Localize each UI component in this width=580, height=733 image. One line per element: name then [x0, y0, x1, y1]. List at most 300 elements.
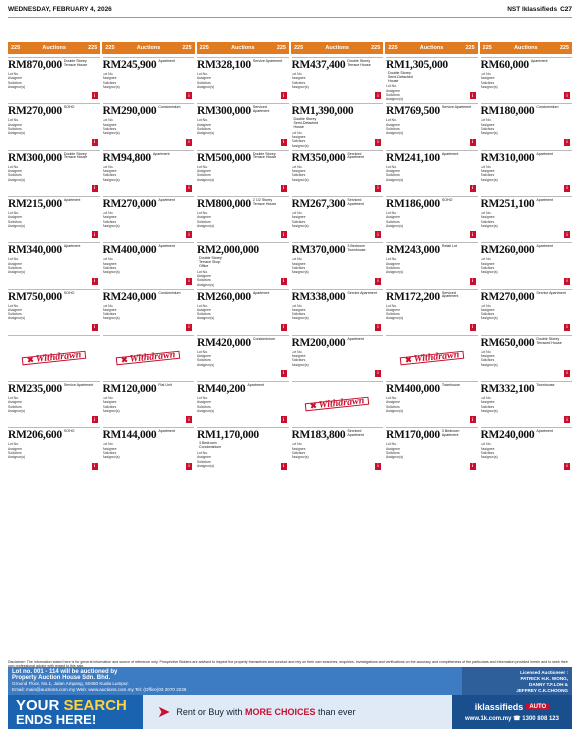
listing-card[interactable]: [8, 242, 100, 286]
info-icon[interactable]: i: [564, 139, 570, 146]
field-label: Lot No.: [102, 442, 114, 447]
listing-card[interactable]: [386, 103, 478, 147]
info-icon[interactable]: i: [186, 463, 192, 470]
info-icon[interactable]: i: [470, 139, 476, 146]
property-type: Apartment: [158, 59, 175, 63]
field-label: Lot No.: [197, 451, 208, 456]
listing-card[interactable]: [103, 242, 195, 286]
info-icon[interactable]: i: [375, 463, 381, 470]
field-label: Solicitors: [386, 451, 400, 456]
listing-card[interactable]: [8, 196, 100, 240]
field-label: Solicitors: [291, 358, 306, 363]
listing-card[interactable]: [386, 381, 478, 425]
property-type: 3 Bedroom Townhouse: [347, 244, 366, 253]
info-icon[interactable]: i: [92, 324, 98, 331]
info-icon[interactable]: i: [92, 231, 98, 238]
ad-ends-here: ENDS HERE!: [16, 711, 97, 727]
disclaimer: Disclaimer: The information stated here is for general information and source of reference only. Prospective Bidders are advised to inspect the property themselves and conduct and rely on their own searches, enquiries, investigations and verifications on the accuracy and completeness of the particulars and information provided herein and to seek their: [8, 660, 568, 664]
ad-your: YOUR: [16, 696, 60, 714]
field-label: Solicitors: [480, 219, 495, 224]
property-type: Flat Unit: [158, 383, 172, 388]
field-label: Assignor(s): [386, 97, 404, 102]
listing-card[interactable]: [197, 196, 289, 240]
field-label: Solicitors: [102, 451, 117, 456]
field-label: Lot No.: [8, 210, 19, 215]
field-label: Lot No.: [386, 164, 397, 169]
listing-price: RM270,000: [102, 197, 157, 210]
field-label: Assignee: [8, 400, 22, 405]
listing-card[interactable]: [8, 103, 100, 147]
listing-card[interactable]: [386, 427, 478, 471]
footer-line1: Lot no. 001 - 114 will be auctioned by: [12, 669, 118, 675]
listing-price: RM240,000: [480, 429, 535, 442]
property-type: SOHO: [63, 290, 75, 295]
property-type: Apartment: [158, 429, 175, 434]
auctioneer-name: JEFFREY C.K.CHOONG: [516, 688, 568, 693]
listing-card[interactable]: [292, 57, 384, 101]
field-label: Solicitors: [480, 404, 495, 409]
field-label: Assignee: [480, 354, 495, 359]
listing-card[interactable]: [8, 150, 100, 194]
listing-price: RM328,100: [197, 59, 251, 71]
field-label: Assignor(s): [386, 177, 404, 182]
field-label: Lot No.: [197, 269, 208, 274]
info-icon[interactable]: i: [92, 92, 98, 99]
field-label: Assignee: [8, 122, 22, 127]
field-label: Assignor(s): [197, 463, 215, 468]
info-icon[interactable]: i: [375, 278, 381, 285]
field-label: Assignee: [480, 168, 495, 173]
info-icon[interactable]: i: [92, 278, 98, 285]
info-icon[interactable]: i: [375, 324, 381, 331]
ad-msg-c: than ever: [317, 707, 356, 717]
info-icon[interactable]: i: [470, 324, 476, 331]
info-icon[interactable]: i: [186, 324, 192, 331]
field-label: Solicitors: [102, 312, 117, 317]
field-label: Assignor(s): [197, 409, 215, 414]
field-label: Assignor(s): [8, 455, 26, 460]
field-label: Assignor(s): [480, 270, 498, 275]
field-label: Lot No.: [102, 210, 114, 215]
auction-tab: [197, 42, 289, 54]
property-type: Apartment: [347, 336, 364, 341]
listing-price: RM251,100: [480, 197, 535, 210]
tab-number: 225: [11, 45, 21, 51]
property-type: 2 1/2 Storey Terrace House: [252, 197, 277, 206]
property-type: Apartment: [247, 383, 264, 388]
field-label: Lot No.: [8, 118, 19, 123]
withdrawn-stamp: [116, 350, 181, 365]
property-type: Serviced Apartment: [347, 151, 364, 160]
listing-price: RM500,000: [197, 151, 251, 164]
withdrawn-stamp: [399, 350, 464, 365]
info-icon[interactable]: i: [186, 416, 192, 423]
listing-card[interactable]: [292, 381, 384, 425]
listing-card[interactable]: [103, 196, 195, 240]
field-label: Solicitors: [480, 265, 495, 270]
info-icon[interactable]: i: [281, 139, 287, 146]
field-label: Assignor(s): [197, 131, 215, 136]
listing-price: RM1,305,000: [386, 59, 448, 71]
arrow-icon: ➤: [157, 704, 171, 721]
info-icon[interactable]: i: [564, 370, 570, 377]
info-icon[interactable]: i: [186, 92, 192, 99]
field-label: Solicitors: [480, 312, 495, 317]
field-label: Lot No.: [480, 118, 492, 123]
field-label: Solicitors: [8, 219, 22, 224]
listing-card[interactable]: [197, 150, 289, 194]
field-label: Solicitors: [8, 173, 22, 178]
listing-card[interactable]: [292, 335, 384, 379]
field-label: Assignee: [197, 215, 211, 220]
tab-label: Auctions: [42, 45, 66, 51]
info-icon[interactable]: i: [564, 231, 570, 238]
info-icon[interactable]: i: [281, 92, 287, 99]
field-label: Assignor(s): [480, 84, 498, 89]
field-label: Solicitors: [197, 126, 211, 131]
info-icon[interactable]: i: [92, 185, 98, 192]
auction-tab: [480, 42, 572, 54]
info-icon[interactable]: i: [564, 416, 570, 423]
field-label: Solicitors: [386, 92, 400, 97]
property-type: Condominium: [158, 105, 181, 110]
info-icon[interactable]: i: [375, 231, 381, 238]
field-label: Solicitors: [102, 80, 117, 85]
info-icon[interactable]: i: [564, 463, 570, 470]
listing-price: RM172,200: [386, 290, 440, 303]
field-label: Solicitors: [8, 312, 22, 317]
listing-card[interactable]: [197, 289, 289, 333]
listing-card[interactable]: [481, 196, 573, 240]
info-icon[interactable]: i: [281, 463, 287, 470]
listing-card[interactable]: [386, 335, 478, 379]
field-label: Lot No.: [480, 396, 492, 401]
listing-card[interactable]: [481, 381, 573, 425]
listing-card[interactable]: [103, 289, 195, 333]
listing-price: RM240,000: [102, 290, 157, 303]
listing-card[interactable]: [292, 242, 384, 286]
info-icon[interactable]: i: [470, 278, 476, 285]
field-label: Assignee: [197, 122, 211, 127]
field-label: Assignor(s): [197, 177, 215, 182]
cross-icon: ✖: [404, 355, 412, 365]
listing-card[interactable]: [481, 103, 573, 147]
field-label: Solicitors: [386, 312, 400, 317]
listing-card[interactable]: [8, 381, 100, 425]
field-label: Lot No.: [291, 210, 303, 215]
listing-card[interactable]: [8, 289, 100, 333]
field-label: Assignee: [291, 307, 306, 312]
field-label: Assignor(s): [291, 455, 309, 460]
field-label: Assignor(s): [197, 282, 215, 287]
withdrawn-label: Withdrawn: [318, 395, 365, 412]
info-icon[interactable]: i: [281, 416, 287, 423]
property-type: Apartment: [441, 151, 459, 156]
listing-card[interactable]: [292, 196, 384, 240]
listing-card[interactable]: [386, 196, 478, 240]
field-label: Assignor(s): [386, 316, 404, 321]
field-label: Assignee: [480, 400, 495, 405]
listing-card[interactable]: [481, 427, 573, 471]
listing-card[interactable]: [103, 103, 195, 147]
info-icon[interactable]: i: [281, 324, 287, 331]
field-label: Lot No.: [386, 396, 397, 401]
field-label: Lot No.: [197, 303, 208, 308]
tab-number: 225: [482, 45, 492, 51]
property-type: Apartment: [530, 59, 548, 63]
field-label: Assignor(s): [480, 131, 498, 136]
listing-card[interactable]: [197, 57, 289, 101]
listing-card[interactable]: [197, 103, 289, 147]
info-icon[interactable]: i: [564, 185, 570, 192]
listing-card[interactable]: [292, 289, 384, 333]
field-label: Assignee: [197, 307, 211, 312]
listing-card[interactable]: [103, 427, 195, 471]
listing-price: RM270,000: [8, 105, 62, 118]
field-label: Assignor(s): [197, 362, 215, 367]
auctioneer-name: DANNY T.F.LOH &: [529, 682, 568, 687]
cross-icon: ✖: [309, 401, 318, 411]
property-type: Service Apartment: [347, 290, 377, 295]
info-icon[interactable]: i: [281, 185, 287, 192]
auction-tab: [385, 42, 477, 54]
field-label: Solicitors: [197, 80, 211, 85]
brand-name: NST Iklassifieds: [507, 6, 558, 13]
category-tabs: [8, 42, 572, 54]
field-label: Lot No.: [386, 257, 397, 262]
info-icon[interactable]: i: [470, 463, 476, 470]
info-icon[interactable]: i: [281, 231, 287, 238]
info-icon[interactable]: i: [564, 92, 570, 99]
info-icon[interactable]: i: [186, 185, 192, 192]
property-type: Serviced Apartment: [347, 197, 364, 206]
promo-banner[interactable]: [8, 695, 572, 729]
field-label: Lot No.: [386, 210, 397, 215]
ad-contact[interactable]: www.1k.com.my ☎ 1300 808 123: [465, 716, 559, 722]
listing-price: RM332,100: [480, 383, 535, 396]
field-label: Assignee: [291, 76, 306, 81]
tab-label: Auctions: [136, 45, 161, 51]
info-icon[interactable]: i: [92, 463, 98, 470]
info-icon[interactable]: i: [92, 416, 98, 423]
info-icon[interactable]: i: [281, 370, 287, 377]
field-label: Lot No.: [291, 164, 303, 169]
listing-price: RM290,000: [102, 105, 157, 118]
listing-card[interactable]: [481, 289, 573, 333]
field-label: Lot No.: [480, 303, 492, 308]
property-type: Apartment: [536, 197, 553, 202]
field-label: Solicitors: [8, 451, 22, 456]
listing-card[interactable]: [197, 242, 289, 286]
listing-price: RM310,000: [480, 151, 535, 164]
listing-card[interactable]: [386, 150, 478, 194]
field-label: Solicitors: [102, 404, 117, 409]
field-label: Assignee: [480, 307, 495, 312]
field-label: Assignee: [480, 215, 495, 220]
field-label: Assignee: [386, 215, 400, 220]
listing-card[interactable]: [103, 381, 195, 425]
field-label: Solicitors: [197, 459, 211, 464]
field-label: Lot No.: [8, 72, 19, 76]
listing-price: RM235,000: [8, 383, 62, 396]
field-label: Assignee: [291, 354, 306, 359]
field-label: Lot No.: [291, 442, 303, 447]
listing-price: RM800,000: [197, 197, 251, 210]
field-label: Assignee: [386, 168, 400, 173]
field-label: Assignor(s): [102, 131, 120, 136]
field-label: Solicitors: [291, 312, 306, 317]
field-label: Lot No.: [8, 257, 19, 262]
property-type: Apartment: [158, 197, 175, 202]
listing-card[interactable]: [386, 242, 478, 286]
listing-card[interactable]: [103, 335, 195, 379]
field-label: Assignee: [102, 261, 117, 266]
field-label: Lot No.: [291, 130, 303, 135]
field-label: Solicitors: [291, 265, 306, 270]
listing-card[interactable]: [481, 150, 573, 194]
field-label: Solicitors: [102, 126, 117, 131]
field-label: Assignee: [8, 76, 22, 81]
field-label: Assignor(s): [102, 316, 120, 321]
info-icon[interactable]: i: [564, 324, 570, 331]
info-icon[interactable]: i: [281, 278, 287, 285]
info-icon[interactable]: i: [564, 278, 570, 285]
property-type: SOHO: [441, 197, 453, 202]
listing-card[interactable]: [197, 381, 289, 425]
listing-price: RM400,000: [102, 244, 157, 257]
listing-price: RM260,000: [197, 290, 251, 303]
field-label: Assignor(s): [291, 223, 309, 228]
field-label: Lot No.: [8, 303, 19, 308]
field-label: Assignee: [480, 76, 495, 81]
auction-tab: [291, 42, 383, 54]
listing-price: RM40,200: [197, 383, 246, 396]
listing-card[interactable]: [8, 335, 100, 379]
field-label: Assignee: [8, 215, 22, 220]
withdrawn-label: Withdrawn: [34, 349, 82, 365]
listing-card[interactable]: [386, 289, 478, 333]
property-type: Apartment: [252, 290, 270, 295]
info-icon[interactable]: i: [470, 416, 476, 423]
info-icon[interactable]: i: [470, 231, 476, 238]
listing-card[interactable]: [103, 150, 195, 194]
info-icon[interactable]: i: [470, 185, 476, 192]
field-label: Assignee: [8, 261, 22, 266]
field-label: Assignee: [291, 446, 306, 451]
listing-price: RM144,000: [102, 429, 157, 442]
auctioneer-title: Licensed Auctioneer :: [520, 670, 568, 675]
field-label: Lot No.: [480, 72, 492, 76]
tab-label: Auctions: [231, 45, 255, 51]
listing-price: RM260,000: [480, 244, 535, 257]
listing-price: RM267,300: [291, 197, 346, 210]
field-label: Assignee: [386, 307, 400, 312]
listing-card[interactable]: [292, 427, 384, 471]
property-type: 3 Bedroom Condominium: [199, 441, 222, 450]
property-type: Condominium: [252, 336, 276, 341]
tab-label: Auctions: [325, 45, 349, 51]
field-label: Assignor(s): [291, 84, 309, 89]
property-type: Serviced Apartment: [347, 429, 364, 438]
property-type: Apartment: [536, 429, 553, 434]
listing-card[interactable]: [481, 242, 573, 286]
property-type: Double Storey Terrace House: [252, 151, 277, 160]
field-label: Assignee: [102, 307, 117, 312]
info-icon[interactable]: i: [186, 231, 192, 238]
listing-price: RM270,000: [480, 290, 535, 303]
field-label: Lot No.: [197, 164, 208, 169]
field-label: Lot No.: [197, 210, 208, 215]
property-type: Apartment: [536, 151, 553, 156]
info-icon[interactable]: i: [375, 185, 381, 192]
tab-number: 225: [182, 45, 192, 51]
field-label: Lot No.: [386, 303, 397, 308]
ad-msg-a: Rent or Buy with: [176, 707, 243, 717]
tab-number: 225: [105, 45, 115, 51]
info-icon[interactable]: i: [186, 278, 192, 285]
withdrawn-label: Withdrawn: [129, 349, 176, 365]
info-icon[interactable]: i: [470, 92, 476, 99]
listing-card[interactable]: [481, 57, 573, 101]
listing-card[interactable]: [8, 57, 100, 101]
listing-card[interactable]: [197, 335, 289, 379]
info-icon[interactable]: i: [186, 139, 192, 146]
field-label: Assignor(s): [291, 362, 309, 367]
info-icon[interactable]: i: [92, 139, 98, 146]
property-type: Apartment: [63, 244, 81, 249]
listing-card[interactable]: [292, 103, 384, 147]
withdrawn-stamp: [305, 397, 370, 412]
field-label: Assignee: [386, 400, 400, 405]
listing-price: RM180,000: [480, 105, 535, 118]
withdrawn-label: Withdrawn: [412, 349, 460, 365]
field-label: Lot No.: [102, 118, 114, 123]
auction-tab: [8, 42, 100, 54]
listing-card[interactable]: [103, 57, 195, 101]
listing-card[interactable]: [386, 57, 478, 101]
field-label: Assignee: [291, 168, 306, 173]
listing-card[interactable]: [197, 427, 289, 471]
footer-company: Property Auction House Sdn. Bhd.: [12, 675, 111, 681]
listing-card[interactable]: [292, 150, 384, 194]
field-label: Lot No.: [291, 257, 303, 262]
field-label: Solicitors: [8, 80, 22, 85]
field-label: Assignee: [480, 261, 495, 266]
listing-price: RM183,800: [291, 429, 346, 442]
field-label: Solicitors: [291, 139, 306, 144]
field-label: Assignee: [197, 354, 211, 359]
page-number: C27: [560, 6, 572, 13]
info-icon[interactable]: i: [375, 139, 381, 146]
listing-card[interactable]: [8, 427, 100, 471]
field-label: Lot No.: [102, 72, 114, 76]
tab-number: 225: [199, 45, 209, 51]
field-label: Assignor(s): [291, 143, 309, 148]
listing-card[interactable]: [481, 335, 573, 379]
field-label: Assignor(s): [480, 362, 498, 367]
field-label: Assignee: [102, 400, 117, 405]
property-type: Apartment: [63, 197, 81, 202]
field-label: Assignee: [197, 455, 211, 460]
listing-price: RM200,000: [291, 336, 346, 349]
tab-number: 225: [559, 45, 569, 51]
info-icon[interactable]: i: [375, 370, 381, 377]
field-label: Assignor(s): [291, 316, 309, 321]
tab-number: 225: [465, 45, 475, 51]
info-icon[interactable]: i: [375, 92, 381, 99]
field-label: Lot No.: [386, 118, 397, 123]
field-label: Solicitors: [480, 80, 495, 85]
